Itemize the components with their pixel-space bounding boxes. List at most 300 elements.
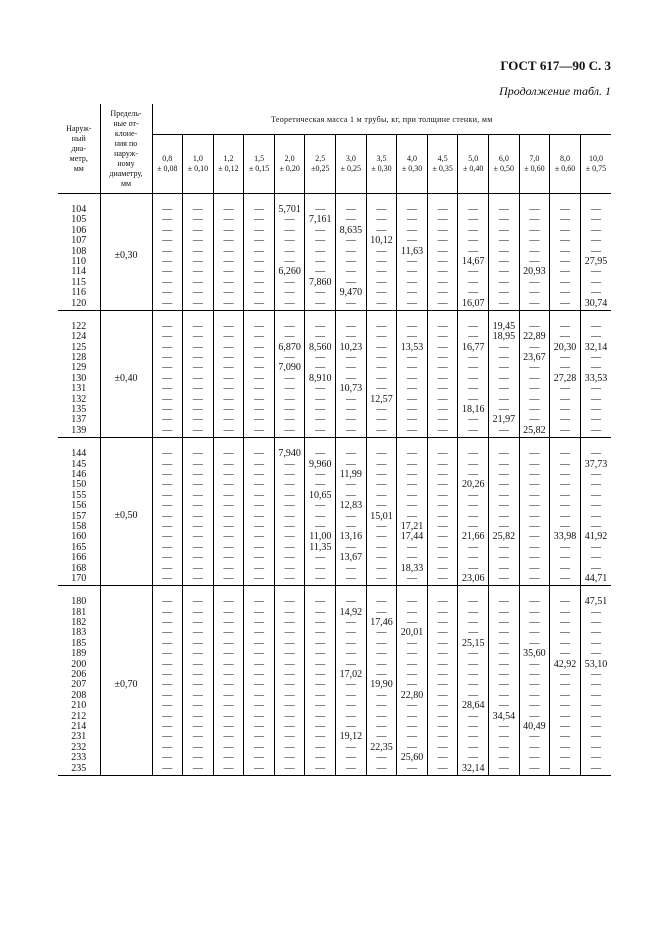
mass-value: 23,67: [523, 352, 546, 364]
mass-value: —: [437, 331, 448, 343]
mass-value: —: [529, 700, 540, 712]
mass-value: —: [284, 255, 295, 267]
mass-value: —: [498, 510, 509, 522]
mass-value: —: [407, 617, 418, 629]
mass-cell: [427, 438, 458, 586]
mass-value: —: [498, 720, 509, 732]
mass-value: —: [468, 448, 479, 460]
mass-cell: [305, 586, 336, 776]
mass-value: —: [376, 541, 387, 553]
mass-value: 11,35: [309, 541, 332, 553]
mass-value: —: [192, 606, 203, 618]
mass-cell: [213, 194, 244, 311]
mass-value: —: [468, 414, 479, 426]
mass-value: 7,161: [309, 214, 332, 226]
mass-value: —: [560, 331, 571, 343]
mass-cell: [580, 310, 611, 437]
mass-value: —: [284, 658, 295, 670]
mass-value: —: [498, 468, 509, 480]
mass-value: —: [284, 700, 295, 712]
mass-value: 40,49: [523, 720, 546, 732]
mass-value: —: [498, 204, 509, 215]
mass-value: —: [192, 276, 203, 288]
mass-value: —: [376, 352, 387, 364]
mass-value: —: [498, 648, 509, 660]
mass-value: —: [498, 224, 509, 236]
mass-value: —: [560, 276, 571, 288]
mass-value: —: [407, 255, 418, 267]
mass-value: —: [468, 606, 479, 618]
mass-value: 7,940: [278, 448, 301, 460]
header-outer-diameter: Наруж- ный диа- метр, мм: [58, 104, 100, 194]
mass-value: —: [376, 500, 387, 512]
diameter-value: 207: [71, 679, 87, 691]
mass-value: —: [162, 424, 173, 436]
mass-value: —: [376, 414, 387, 426]
mass-value: —: [223, 414, 234, 426]
mass-value: —: [407, 362, 418, 374]
mass-value: —: [590, 362, 601, 374]
mass-value: —: [590, 510, 601, 522]
mass-value: —: [407, 204, 418, 215]
mass-value: 15,01: [370, 510, 393, 522]
mass-value: —: [162, 541, 173, 553]
mass-value: —: [192, 362, 203, 374]
mass-value: —: [376, 637, 387, 649]
mass-value: —: [560, 520, 571, 532]
mass-value: —: [192, 762, 203, 774]
mass-value: —: [468, 710, 479, 722]
mass-value: —: [498, 596, 509, 608]
mass-value: —: [437, 520, 448, 532]
mass-value: —: [376, 658, 387, 670]
mass-value: 7,860: [309, 276, 332, 288]
mass-value: —: [315, 510, 326, 522]
mass-value: —: [223, 224, 234, 236]
mass-value: —: [376, 468, 387, 480]
mass-value: —: [407, 468, 418, 480]
mass-value: —: [529, 596, 540, 608]
mass-value: —: [345, 204, 356, 215]
mass-value: —: [407, 320, 418, 332]
mass-value: —: [529, 510, 540, 522]
mass-value: —: [560, 720, 571, 732]
mass-cell: [336, 586, 367, 776]
diameter-value: 120: [71, 297, 87, 309]
mass-value: —: [560, 266, 571, 278]
mass-value: —: [468, 510, 479, 522]
mass-cell: [397, 194, 428, 311]
mass-cell: [366, 310, 397, 437]
mass-value: —: [560, 414, 571, 426]
mass-value: —: [315, 255, 326, 267]
mass-value: —: [590, 710, 601, 722]
mass-value: —: [345, 245, 356, 257]
diameter-value: 157: [71, 510, 87, 522]
mass-value: —: [407, 731, 418, 743]
diameter-value: 135: [71, 404, 87, 416]
mass-cell: [458, 194, 489, 311]
page-header: ГОСТ 617—90 С. 3: [500, 58, 611, 73]
mass-value: —: [376, 276, 387, 288]
mass-value: —: [254, 404, 265, 416]
mass-value: 27,28: [553, 372, 577, 384]
mass-value: —: [590, 479, 601, 491]
mass-value: —: [498, 489, 509, 501]
mass-value: —: [407, 383, 418, 395]
mass-value: —: [590, 352, 601, 364]
mass-value: —: [437, 762, 448, 774]
mass-value: —: [590, 266, 601, 278]
mass-value: —: [345, 320, 356, 332]
mass-value: —: [162, 510, 173, 522]
diameter-value: 165: [71, 541, 87, 553]
mass-value: —: [345, 700, 356, 712]
mass-value: —: [223, 341, 234, 353]
mass-value: —: [192, 458, 203, 470]
mass-value: —: [315, 627, 326, 639]
mass-value: —: [590, 424, 601, 436]
mass-value: 30,74: [584, 297, 608, 309]
mass-value: —: [345, 331, 356, 343]
mass-value: —: [254, 710, 265, 722]
header-thickness: 3,0 ± 0,25: [336, 135, 367, 194]
mass-value: —: [437, 627, 448, 639]
mass-value: —: [407, 596, 418, 608]
mass-value: —: [223, 669, 234, 681]
mass-value: —: [254, 297, 265, 309]
mass-value: —: [223, 710, 234, 722]
mass-value: —: [192, 204, 203, 215]
mass-value: —: [162, 204, 173, 215]
mass-value: 10,65: [309, 489, 332, 501]
mass-value: —: [560, 468, 571, 480]
mass-value: —: [254, 458, 265, 470]
mass-value: —: [437, 424, 448, 436]
mass-value: —: [223, 572, 234, 584]
mass-value: —: [468, 266, 479, 278]
mass-value: —: [284, 637, 295, 649]
mass-value: —: [223, 404, 234, 416]
mass-cell: [519, 438, 550, 586]
mass-value: —: [223, 617, 234, 629]
mass-cell: [550, 586, 581, 776]
diameter-value: 185: [71, 637, 87, 649]
mass-value: —: [284, 720, 295, 732]
mass-value: —: [162, 352, 173, 364]
mass-value: —: [437, 352, 448, 364]
mass-value: —: [345, 762, 356, 774]
mass-value: —: [223, 266, 234, 278]
mass-value: —: [468, 520, 479, 532]
mass-value: —: [192, 341, 203, 353]
diameter-value: 231: [71, 731, 87, 743]
diameter-cell: [58, 586, 100, 776]
mass-value: —: [345, 596, 356, 608]
mass-value: —: [223, 627, 234, 639]
mass-value: 11,00: [309, 531, 332, 543]
mass-value: —: [254, 235, 265, 247]
mass-value: —: [407, 404, 418, 416]
mass-value: 9,960: [309, 458, 332, 470]
mass-value: —: [437, 362, 448, 374]
mass-value: —: [590, 287, 601, 299]
mass-value: —: [254, 510, 265, 522]
mass-value: —: [529, 658, 540, 670]
mass-value: —: [437, 617, 448, 629]
mass-value: —: [254, 531, 265, 543]
mass-value: —: [437, 404, 448, 416]
mass-value: —: [407, 700, 418, 712]
mass-cell: [152, 438, 183, 586]
mass-value: —: [498, 372, 509, 384]
diameter-value: 150: [71, 479, 87, 491]
mass-value: —: [192, 572, 203, 584]
mass-value: —: [192, 720, 203, 732]
mass-value: —: [529, 404, 540, 416]
mass-value: —: [468, 731, 479, 743]
mass-cell: [274, 438, 305, 586]
mass-value: —: [437, 689, 448, 701]
mass-value: —: [407, 372, 418, 384]
mass-value: 28,64: [461, 700, 485, 712]
mass-value: —: [376, 689, 387, 701]
mass-value: —: [437, 235, 448, 247]
mass-value: —: [529, 235, 540, 247]
mass-value: —: [162, 552, 173, 564]
mass-value: 47,51: [584, 596, 608, 608]
mass-value: —: [529, 541, 540, 553]
mass-value: —: [376, 562, 387, 574]
mass-value: —: [437, 214, 448, 226]
mass-value: —: [590, 648, 601, 660]
mass-value: —: [162, 531, 173, 543]
mass-cell: [458, 438, 489, 586]
mass-value: —: [254, 287, 265, 299]
diameter-value: 146: [71, 468, 87, 480]
mass-value: 12,83: [339, 500, 363, 512]
mass-value: —: [560, 606, 571, 618]
mass-value: —: [498, 341, 509, 353]
mass-value: —: [468, 352, 479, 364]
mass-value: —: [560, 479, 571, 491]
mass-value: —: [223, 424, 234, 436]
mass-value: —: [407, 606, 418, 618]
mass-value: —: [376, 297, 387, 309]
mass-value: —: [437, 224, 448, 236]
mass-value: —: [254, 658, 265, 670]
mass-value: —: [162, 741, 173, 753]
mass-value: —: [560, 679, 571, 691]
mass-value: —: [498, 606, 509, 618]
mass-value: —: [192, 331, 203, 343]
mass-value: 44,71: [584, 572, 608, 584]
diameter-value: 108: [71, 245, 87, 257]
mass-value: —: [376, 627, 387, 639]
mass-value: —: [162, 383, 173, 395]
diameter-value: 208: [71, 689, 87, 701]
diameter-value: 212: [71, 710, 87, 722]
mass-value: —: [223, 637, 234, 649]
mass-value: —: [468, 204, 479, 215]
mass-cell: [397, 586, 428, 776]
mass-value: —: [162, 214, 173, 226]
header-thickness: 0,8 ± 0,08: [152, 135, 183, 194]
mass-cell: [580, 194, 611, 311]
mass-value: —: [376, 287, 387, 299]
mass-value: —: [254, 541, 265, 553]
mass-value: 25,15: [461, 637, 485, 649]
mass-value: —: [345, 297, 356, 309]
mass-value: —: [529, 689, 540, 701]
mass-value: —: [315, 679, 326, 691]
mass-value: —: [437, 255, 448, 267]
mass-value: —: [468, 287, 479, 299]
mass-value: —: [498, 287, 509, 299]
mass-cell: [336, 310, 367, 437]
mass-value: —: [437, 372, 448, 384]
mass-value: —: [437, 658, 448, 670]
mass-value: —: [437, 679, 448, 691]
diameter-value: 155: [71, 489, 87, 501]
mass-value: —: [560, 648, 571, 660]
mass-cell: [274, 310, 305, 437]
mass-value: —: [345, 541, 356, 553]
mass-value: —: [162, 341, 173, 353]
mass-value: —: [254, 276, 265, 288]
mass-value: —: [529, 679, 540, 691]
mass-value: —: [345, 658, 356, 670]
mass-value: —: [407, 500, 418, 512]
mass-value: —: [498, 658, 509, 670]
mass-value: —: [376, 572, 387, 584]
diameter-value: 144: [71, 448, 87, 460]
mass-value: —: [590, 669, 601, 681]
mass-value: —: [192, 320, 203, 332]
mass-value: —: [407, 235, 418, 247]
mass-value: —: [345, 235, 356, 247]
diameter-value: 107: [71, 235, 87, 247]
mass-value: —: [437, 383, 448, 395]
mass-value: —: [284, 752, 295, 764]
mass-value: —: [407, 352, 418, 364]
mass-value: —: [345, 372, 356, 384]
mass-value: 11,99: [339, 468, 362, 480]
diameter-value: 156: [71, 500, 87, 512]
mass-value: —: [192, 710, 203, 722]
mass-value: 34,54: [492, 710, 516, 722]
mass-value: —: [560, 383, 571, 395]
mass-value: —: [315, 562, 326, 574]
mass-cell: [489, 310, 520, 437]
mass-cell: [336, 194, 367, 311]
mass-value: —: [254, 731, 265, 743]
mass-value: —: [407, 669, 418, 681]
mass-value: —: [529, 287, 540, 299]
mass-value: —: [345, 689, 356, 701]
mass-value: —: [468, 458, 479, 470]
mass-value: —: [498, 245, 509, 257]
diameter-value: 168: [71, 562, 87, 574]
mass-value: —: [315, 320, 326, 332]
mass-value: —: [590, 245, 601, 257]
mass-value: —: [468, 245, 479, 257]
mass-value: —: [284, 224, 295, 236]
mass-value: —: [437, 448, 448, 460]
mass-value: —: [529, 627, 540, 639]
mass-value: —: [437, 606, 448, 618]
mass-value: —: [345, 720, 356, 732]
mass-value: —: [315, 689, 326, 701]
mass-value: —: [407, 658, 418, 670]
mass-value: —: [498, 404, 509, 416]
mass-value: —: [284, 214, 295, 226]
mass-value: —: [560, 458, 571, 470]
mass-value: 19,12: [339, 731, 363, 743]
mass-value: —: [376, 700, 387, 712]
mass-value: 7,090: [278, 362, 301, 374]
mass-value: —: [223, 752, 234, 764]
mass-value: —: [345, 448, 356, 460]
diameter-value: 166: [71, 552, 87, 564]
mass-value: 10,12: [370, 235, 393, 247]
mass-cell: [519, 586, 550, 776]
mass-value: —: [254, 214, 265, 226]
mass-value: —: [590, 762, 601, 774]
mass-value: —: [223, 531, 234, 543]
mass-value: 8,635: [339, 224, 363, 236]
mass-value: —: [315, 224, 326, 236]
mass-cell: [244, 310, 275, 437]
mass-value: 14,92: [339, 606, 363, 618]
mass-value: —: [315, 414, 326, 426]
mass-value: —: [590, 468, 601, 480]
mass-value: 17,21: [400, 520, 424, 532]
mass-value: —: [376, 372, 387, 384]
mass-cell: [550, 310, 581, 437]
mass-value: —: [529, 297, 540, 309]
diameter-value: 200: [71, 658, 87, 670]
mass-value: —: [529, 479, 540, 491]
mass-value: —: [223, 352, 234, 364]
mass-cell: [183, 586, 214, 776]
mass-value: —: [345, 266, 356, 278]
mass-value: —: [192, 287, 203, 299]
mass-value: —: [345, 458, 356, 470]
mass-value: —: [254, 720, 265, 732]
mass-value: 9,470: [339, 287, 363, 299]
mass-value: —: [284, 468, 295, 480]
mass-value: 16,77: [461, 341, 485, 353]
mass-value: —: [284, 320, 295, 332]
mass-value: —: [223, 204, 234, 215]
mass-value: —: [192, 731, 203, 743]
diameter-value: 232: [71, 741, 87, 753]
mass-value: —: [437, 489, 448, 501]
mass-value: —: [315, 204, 326, 215]
mass-value: —: [223, 297, 234, 309]
mass-value: —: [376, 362, 387, 374]
mass-value: —: [254, 204, 265, 215]
mass-value: —: [315, 383, 326, 395]
deviation-cell: ±0,50: [100, 438, 152, 586]
diameter-value: 106: [71, 224, 87, 236]
mass-value: —: [560, 320, 571, 332]
mass-value: —: [468, 689, 479, 701]
mass-value: —: [345, 510, 356, 522]
mass-value: —: [223, 596, 234, 608]
mass-value: —: [529, 276, 540, 288]
